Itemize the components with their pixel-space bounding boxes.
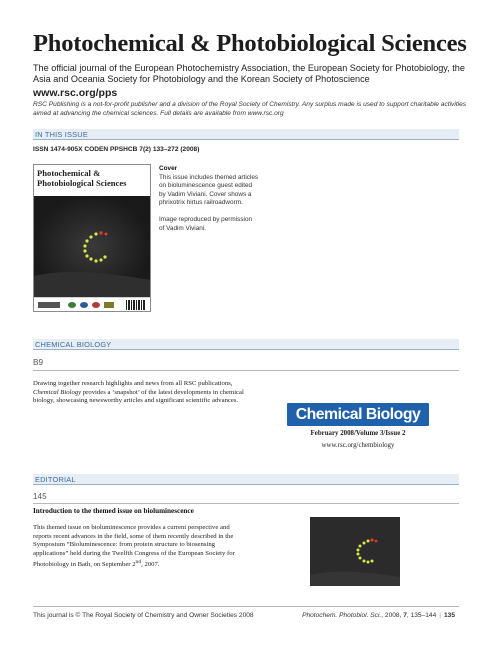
issn-line: ISSN 1474-905X CODEN PPSHCB 7(2) 133–272 (2008): [33, 146, 200, 153]
section-header-in-this-issue: [33, 129, 459, 140]
section-header-label: IN THIS ISSUE: [35, 130, 88, 139]
cover-credit: Image reproduced by permission of Vadim Viviani.: [159, 216, 253, 232]
description-text: , 2007.: [141, 561, 160, 569]
editorial-title[interactable]: Introduction to the themed issue on bioluminescence: [33, 507, 194, 515]
journal-description: The official journal of the European Photochemistry Association, the European Society for Photobiology, the Asia and Oceania Society for Photobiology and the Korean Society of Photoscience: [33, 63, 465, 85]
copyright-note: This journal is © The Royal Society of Chemistry and Owner Societies 2008: [33, 612, 254, 619]
journal-abbreviation: Photochem. Photobiol. Sci.: [302, 612, 382, 619]
journal-url[interactable]: www.rsc.org/pps: [33, 87, 118, 99]
section-header-label: EDITORIAL: [35, 475, 76, 484]
logo-text: Chemical Biology: [295, 406, 421, 423]
section-header-chemical-biology: [33, 339, 459, 350]
section-header-editorial: [33, 474, 459, 485]
barcode: [126, 300, 146, 310]
editorial-description: [33, 524, 247, 570]
society-logo: [92, 302, 100, 308]
chemical-biology-issue: February 2008/Volume 3/Issue 2: [310, 430, 406, 437]
citation-year: , 2008,: [381, 612, 404, 619]
divider: [33, 370, 459, 371]
description-text: This themed issue on bioluminescence provides a current perspective and reports recent advances in the field, some of them recently described in the Symposium “Bioluminescence: from protein structure to biosensing applications” held during the Twelfth Congress of the European Society for Photobiology in Bath, on September 2: [33, 524, 235, 569]
citation-volume: 7: [403, 612, 407, 619]
footer-divider: [33, 606, 459, 607]
railroadworm-photo: [310, 517, 400, 586]
chemical-biology-logo: [287, 403, 429, 426]
article-number: 145: [33, 492, 47, 501]
description-superscript: nd: [135, 559, 142, 566]
divider: [33, 503, 459, 504]
journal-title: Photochemical & Photobiological Sciences: [33, 30, 467, 57]
publisher-note: RSC Publishing is a not-for-profit publisher and a division of the Royal Society of Chemistry. Any surplus made is used to support charitable activities aimed at advancing the chemical sciences. Full details are available from www.rsc.org: [33, 101, 467, 117]
cover-description: This issue includes themed articles on bioluminescence guest edited by Vadim Viviani. Cover shows a phrixotrix hirtus railroadworm.: [159, 173, 259, 206]
cover-footer: [34, 297, 150, 311]
cover-image: [33, 164, 151, 312]
chemical-biology-url[interactable]: www.rsc.org/chembiology: [321, 442, 395, 449]
citation-pages: , 135–144: [406, 612, 437, 619]
article-number: B9: [33, 358, 44, 367]
railroadworm-photo: [34, 196, 150, 297]
description-emphasis: Chemical Biology: [33, 388, 82, 396]
cover-journal-title: Photochemical & Photobiological Sciences: [37, 168, 127, 188]
section-header-label: CHEMICAL BIOLOGY: [35, 340, 112, 349]
society-logo: [80, 302, 88, 308]
rsc-logo: [38, 302, 60, 308]
description-text: Drawing together research highlights and news from all RSC publications,: [33, 380, 233, 387]
society-logo: [104, 302, 114, 308]
page-number: 135: [443, 612, 455, 619]
cover-caption: [159, 165, 259, 208]
description-text: provides a ‘snapshot’ of the latest developments in chemical biology, showcasing newsworthy articles and significant scientific advances.: [33, 388, 244, 405]
page-citation: Photochem. Photobiol. Sci., 2008, 7, 135–144 | 135: [302, 612, 455, 619]
chemical-biology-description: [33, 380, 247, 406]
society-logo: [68, 302, 76, 308]
cover-heading: Cover: [159, 165, 178, 172]
